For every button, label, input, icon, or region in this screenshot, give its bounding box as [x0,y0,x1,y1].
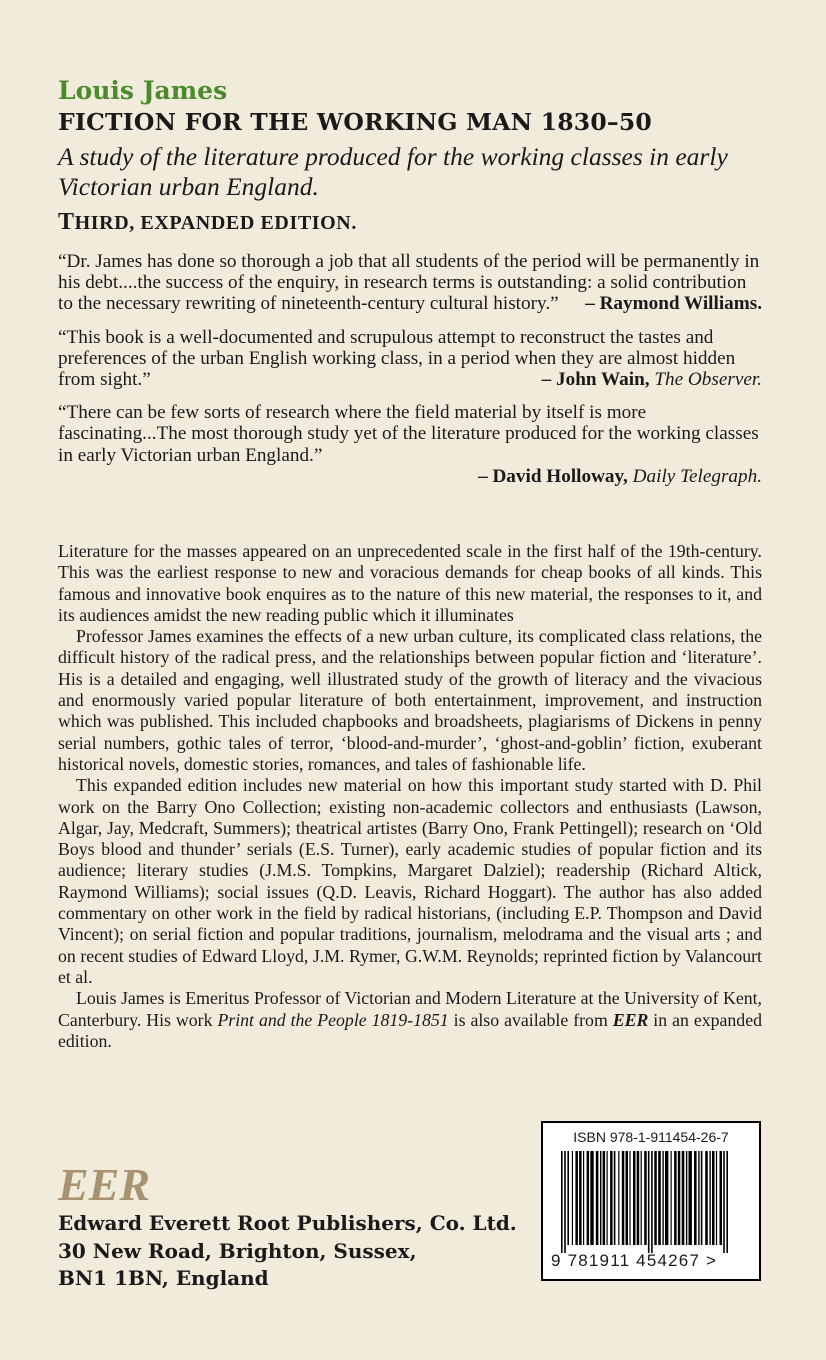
review-quote [58,327,762,391]
barcode-bar [705,1151,708,1245]
edition-initial: T [58,209,75,235]
barcode-bar [674,1151,677,1245]
bio-book-title: Print and the People 1819-1851 [217,1009,449,1030]
barcode-bar [726,1151,728,1253]
barcode-bar [686,1151,687,1245]
barcode-bar [603,1151,606,1245]
barcode-bar [561,1151,563,1253]
barcode-bar [579,1151,582,1245]
publisher-name: Edward Everett Root Publishers, Co. Ltd. [58,1211,517,1235]
quote-attribution [542,369,762,390]
barcode-bar [723,1151,725,1253]
description-paragraph: Professor James examines the effects of a new urban culture, its complicated class relations, the difficult history of the radical press, and the relationships between popular fiction and ‘literature’. His is a detailed and engaging, well illustrated study of the growth of literacy and the vivacious and enormously varied popular literature of both entertainment, improvement, and instruction which was published. This included chapbooks and broadsheets, plagiarisms of Dickens in penny serial numbers, gothic tales of terror, ‘blood-and-murder’, ‘ghost-and-goblin’ fiction, exuberant historical novels, domestic stories, romances, and tales of fashionable life. [58,626,762,774]
barcode-bar [709,1151,710,1245]
bio-text: is also available from [448,1009,613,1030]
quote-author: – David Holloway, [478,465,628,487]
bio-text: Louis James is Emeritus Professor of Victorian and Modern Literature at the University of Kent, Canterbury. His work [58,988,762,1030]
barcode-bar [626,1151,629,1245]
description-paragraph: Literature for the masses appeared on an unprecedented scale in the first half of the 19th-century. This was the earliest response to new and voracious demands for cheap books of all kinds. This famous and innovative book enquires as to the nature of this new material, the responses to it, and its audiences amidst the new reading public which it illuminates [58,541,762,625]
barcode-bar [600,1151,601,1245]
barcode-bar [716,1151,717,1245]
barcode-bar [678,1151,681,1245]
barcode-bar [567,1151,569,1245]
barcode-bar [629,1151,630,1245]
author-bio [58,988,762,1052]
barcode-bar [572,1151,573,1245]
header [58,76,762,487]
book-title: FICTION FOR THE WORKING MAN 1830–50 [58,108,652,136]
barcode-bar [712,1151,715,1245]
barcode-bar [701,1151,703,1245]
quote-text: “Dr. James has done so thorough a job that all students of the period will be permanently in his debt....the success of the enquiry, in research terms is outstanding: a solid contribution to the necessary rewriting of nineteenth-century cultural history.” [58,251,760,315]
publisher-street: 30 New Road, Brighton, Sussex, [58,1238,417,1263]
barcode-bar [610,1151,613,1245]
isbn-digits: 9 781911 454267 > [551,1251,718,1270]
author-name: Louis James [58,76,228,105]
barcode-bar [665,1151,668,1245]
quote-source: The Observer. [654,369,762,391]
quote-source: Daily Telegraph. [632,465,762,487]
isbn-barcode [541,1121,761,1281]
barcode-bar [587,1151,590,1245]
barcode-bar [633,1151,636,1245]
barcode-bar [682,1151,685,1245]
bio-text: in an expanded edition. [58,1009,762,1051]
barcode-bar [596,1151,599,1245]
barcode-bar [720,1151,723,1245]
publisher-logo: EER [58,1159,151,1210]
barcode-bar [637,1151,640,1245]
publisher-address [58,1210,517,1293]
book-description [58,541,762,1052]
barcode-bar [648,1151,650,1253]
isbn-label: ISBN 978-1-911454-26-7 [573,1129,729,1145]
barcode-bar [575,1151,578,1245]
barcode-bar [689,1151,692,1245]
barcode-bar [590,1151,593,1245]
quote-text: “There can be few sorts of research where the field material by itself is more fascinating...The most thorough study yet of the literature produced for the working classes in early Victorian urban England.” [58,402,759,466]
quote-author: – John Wain, [541,369,650,391]
barcode-bar [614,1151,616,1245]
barcode-bar [698,1151,699,1245]
description-paragraph: This expanded edition includes new material on how this important study started with D. Phil work on the Barry Ono Collection; existing non-academic collectors and enthusiasts (Lawson, Algar, Jay, Medcraft, Summers); theatrical artistes (Barry Ono, Frank Pettingell); research on ‘Old Boys blood and thunder’ serials (E.S. Turner), early academic studies of popular fiction and its audience; literary studies (J.M.S. Tompkins, Margaret Dalziel); readership (Richard Altick, Raymond Williams); social issues (Q.D. Leavis, Richard Hoggart). The author has also added commentary on other work in the field by radical historians, (including E.P. Thompson and David Vincent); on serial fiction and popular traditions, journalism, melodrama and the visual arts ; and on recent studies of Edward Lloyd, J.M. Rymer, G.W.M. Reynolds; reprinted fiction by Valancourt et al. [58,775,762,987]
barcode-bar [583,1151,584,1245]
quote-attribution [58,466,762,487]
barcode-bar [671,1151,672,1245]
bio-publisher: EER [612,1009,649,1030]
barcode-bar [651,1151,653,1253]
review-quote [58,402,762,487]
barcode-bar [622,1151,625,1245]
barcode-bar [618,1151,619,1245]
barcode-bar [658,1151,661,1245]
publisher-postcode: BN1 1BN, England [58,1266,269,1290]
barcode-bars [559,1151,749,1253]
quote-text: “This book is a well-documented and scrupulous attempt to reconstruct the tastes and preferences of the urban English working class, in a period when they are almost hidden from sight.” [58,326,736,391]
barcode-bar [644,1151,647,1245]
barcode-bar [694,1151,697,1245]
barcode-bar [662,1151,663,1245]
book-subtitle: A study of the literature produced for the working classes in early Victorian urban England. [58,142,728,201]
review-quotes [58,251,762,487]
quote-attribution: – Raymond Williams. [585,293,762,315]
barcode-bar [564,1151,566,1253]
barcode-bar [654,1151,657,1245]
barcode-bar [607,1151,608,1245]
edition-label [58,208,762,237]
barcode-bar [641,1151,642,1245]
edition-text: HIRD, EXPANDED EDITION. [74,212,357,234]
review-quote [58,251,762,315]
